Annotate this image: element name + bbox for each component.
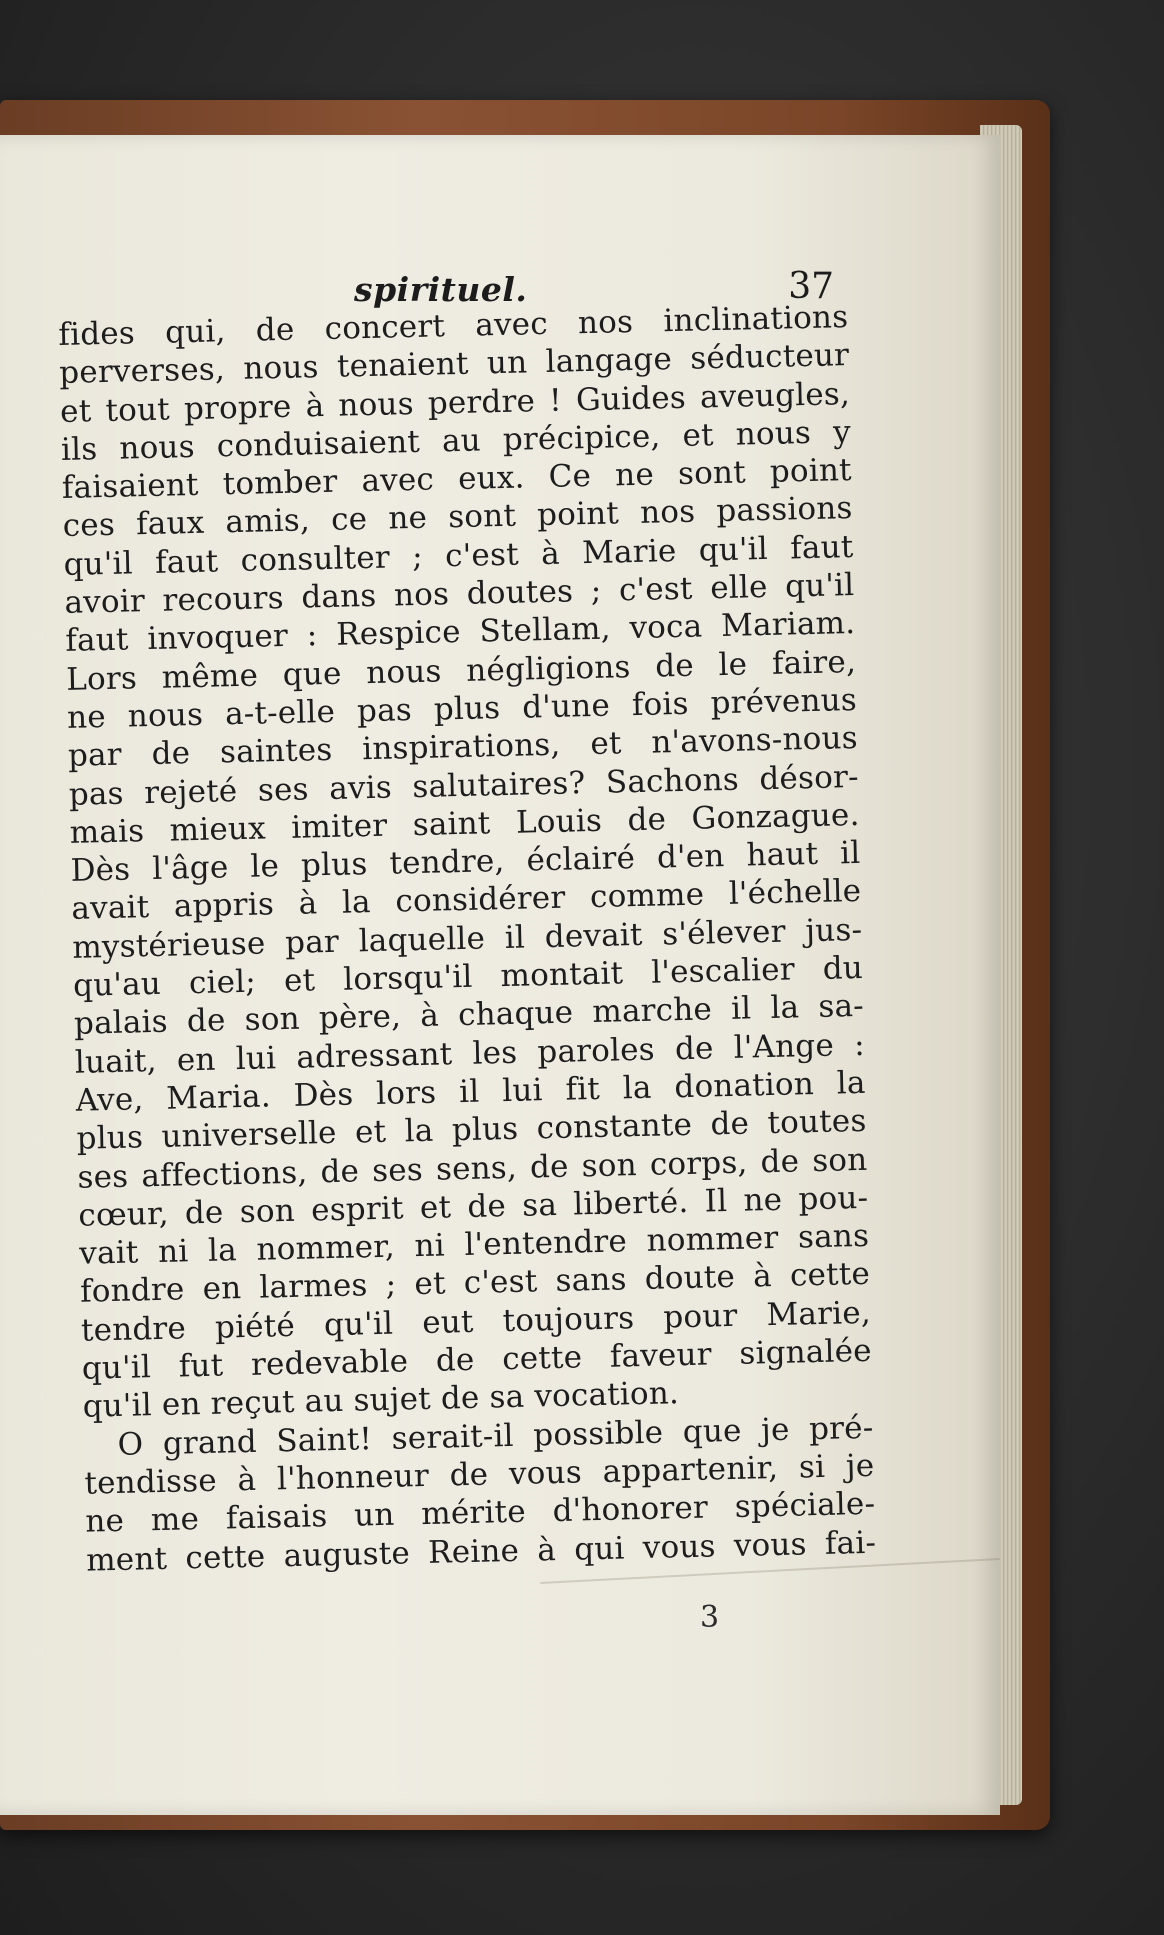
text-line: qu'il fut redevable de cette faveur signalée [81, 1332, 873, 1387]
page-number: 37 [788, 266, 834, 307]
text-line: ne nous a-t-elle pas plus d'une fois prévenus [66, 681, 858, 736]
text-line: ils nous conduisaient au précipice, et nous y [60, 413, 852, 468]
text-line: et tout propre à nous perdre ! Guides aveugles, [59, 375, 851, 430]
text-line: fides qui, de concert avec nos inclinations [58, 299, 849, 353]
text-line: avait appris à la considérer comme l'échelle [71, 873, 862, 928]
text-line: pas rejeté ses avis salutaires? Sachons désor- [68, 758, 860, 813]
text-line: cœur, de son esprit et de sa liberté. Il ne pou- [78, 1179, 869, 1234]
text-line: perverses, nous tenaient un langage séducteur [58, 337, 850, 392]
text-line: avoir recours dans nos doutes ; c'est elle qu'il [64, 567, 855, 621]
text-line: qu'il faut consulter ; c'est à Marie qu'il faut [63, 528, 854, 583]
text-line: tendre piété qu'il eut toujours pour Marie, [80, 1294, 872, 1349]
text-line: tendisse à l'honneur de vous appartenir, si je [84, 1447, 875, 1502]
text-line: luait, en lui adressant les paroles de l'Ange : [74, 1026, 866, 1081]
text-line: qu'au ciel; et lorsqu'il montait l'escalier du [72, 949, 864, 1004]
text-line: par de saintes inspirations, et n'avons-nous [67, 720, 859, 775]
running-title: spirituel. [354, 270, 528, 309]
text-line: fondre en larmes ; et c'est sans doute à cette [79, 1256, 871, 1311]
text-line: faisaient tomber avec eux. Ce ne sont point [61, 452, 853, 507]
text-line: O grand Saint! serait-il possible que je pré- [117, 1409, 874, 1463]
text-line: faut invoquer : Respice Stellam, voca Mariam. [64, 605, 856, 660]
text-line: Dès l'âge le plus tendre, éclairé d'en haut il [70, 835, 861, 890]
text-line: Ave, Maria. Dès lors il lui fit la donation la [75, 1064, 867, 1119]
text-line: ses affections, de ses sens, de son corps, de son [77, 1141, 868, 1196]
text-line: Lors même que nous négligions de le faire, [65, 643, 857, 698]
text-line: palais de son père, à chaque marche il la sa- [73, 988, 865, 1043]
text-line: vait ni la nommer, ni l'entendre nommer sans [78, 1217, 870, 1272]
text-line: mystérieuse par laquelle il devait s'élever jus- [71, 911, 863, 966]
text-line: ne me faisais un mérite d'honorer spéciale- [84, 1485, 876, 1540]
text-line: qu'il en reçut au sujet de sa vocation. [82, 1375, 680, 1426]
body-text [58, 298, 876, 1579]
text-line: ment cette auguste Reine à qui vous vous fai- [85, 1524, 877, 1579]
text-line: ces faux amis, ce ne sont point nos passions [62, 490, 853, 545]
signature-mark: 3 [700, 1600, 720, 1635]
text-line: plus universelle et la plus constante de toutes [76, 1103, 867, 1158]
text-line: mais mieux imiter saint Louis de Gonzague. [69, 796, 860, 851]
